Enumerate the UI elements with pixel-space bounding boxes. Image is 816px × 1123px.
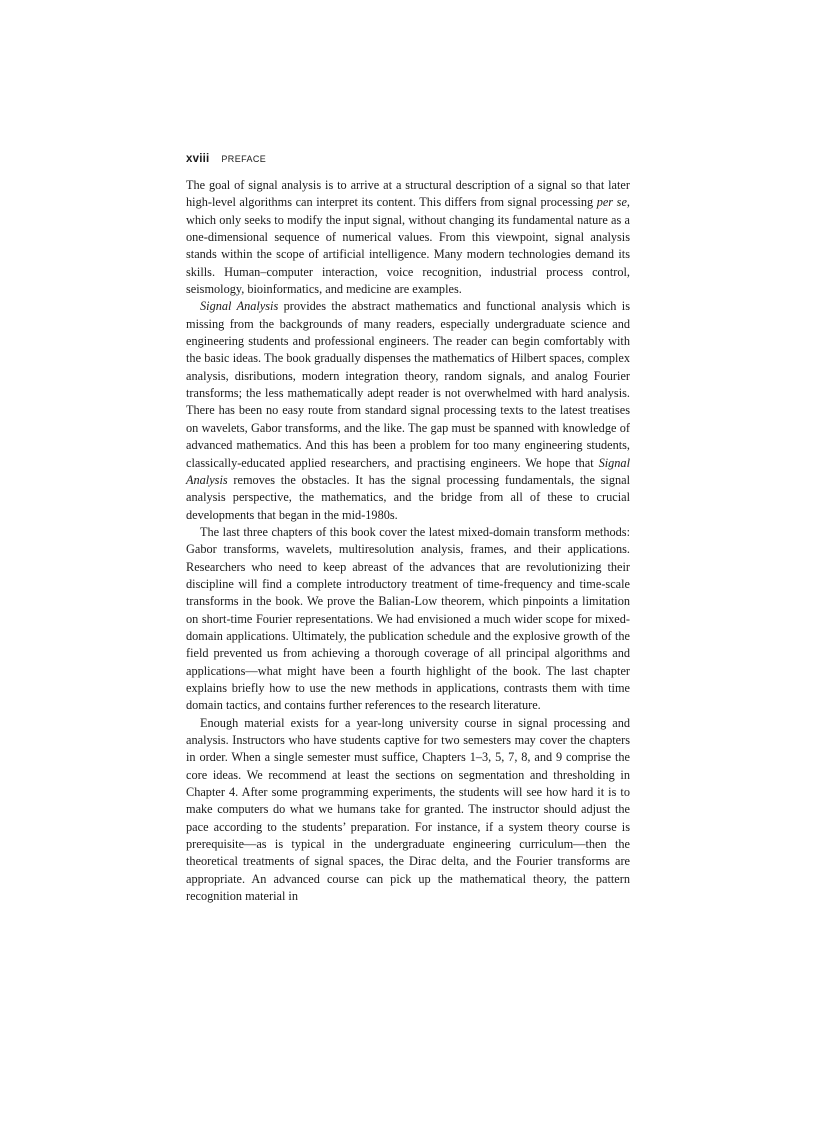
italic-text: per se [596, 195, 627, 210]
page-number: xviii [186, 153, 210, 165]
paragraph-2 [186, 298, 630, 523]
running-head [186, 149, 630, 163]
paragraph-1 [186, 177, 630, 298]
text-run: provides the abstract mathematics and functional analysis which is missing from the backgrounds of many readers, especially undergraduate science and engineering students and professional engineers. The reader can begin comfortably with the basic ideas. The book gradually dispenses the mathematics of Hilbert spaces, complex analysis, disributions, modern integration theory, random signals, and analog Fourier transforms; the less mathematically adept reader is not overwhelmed with hard analysis. There has been no easy route from standard signal processing texts to the latest treatises on wavelets, Gabor transforms, and the like. The gap must be spanned with knowledge of advanced mathematics. And this has been a problem for too many engineering students, classically-educated applied researchers, and practising engineers. We hope that [186, 299, 630, 470]
text-run: removes the obstacles. It has the signal processing fundamentals, the signal analysis perspective, the mathematics, and the bridge from all of these to crucial developments that began in the mid-1980s. [186, 472, 630, 522]
paragraph-4 [186, 715, 630, 906]
paragraph-3 [186, 524, 630, 715]
text-run: , which only seeks to modify the input signal, without changing its fundamental nature as a one-dimensional sequence of numerical values. From this viewpoint, signal analysis stands within the scope of artificial intelligence. Many modern technologies demand its skills. Human–computer interaction, voice recognition, industrial process control, seismology, bioinformatics, and medicine are examples. [186, 195, 630, 297]
book-title-italic: Signal Analysis [186, 455, 630, 487]
book-title-italic: Signal Analysis [200, 299, 279, 314]
preface-body [186, 177, 630, 905]
text-run: Enough material exists for a year-long university course in signal processing and analysis. Instructors who have students captive for two semesters may cover the chapters in order. When a single semester must suffice, Chapters 1–3, 5, 7, 8, and 9 comprise the core ideas. We recommend at least the sections on segmentation and thresholding in Chapter 4. After some programming experiments, the students will see how hard it is to make computers do what we humans take for granted. The instructor should adjust the pace according to the students’ preparation. For instance, if a system theory course is prerequisite—as is typical in the undergraduate engineering curriculum—then the theoretical treatments of signal spaces, the Dirac delta, and the Fourier transforms are appropriate. An advanced course can pick up the mathematical theory, the pattern recognition material in [186, 715, 630, 904]
text-run: The goal of signal analysis is to arrive at a structural description of a signal so that later high-level algorithms can interpret its content. This differs from signal processing [186, 178, 630, 210]
text-run: The last three chapters of this book cover the latest mixed-domain transform methods: Gabor transforms, wavelets, multiresolution analysis, frames, and their applications. Researchers who need to keep abreast of the advances that are revolutionizing their discipline will find a complete introductory treatment of time-frequency and time-scale transforms in the book. We prove the Balian-Low theorem, which pinpoints a limitation on short-time Fourier representations. We had envisioned a much wider scope for mixed-domain applications. Ultimately, the publication schedule and the explosive growth of the field prevented us from achieving a thorough coverage of all principal algorithms and applications—what might have been a fourth highlight of the book. The last chapter explains briefly how to use the new methods in applications, contrasts them with time domain tactics, and contains further references to the research literature. [186, 524, 630, 713]
running-head-title: PREFACE [221, 154, 267, 164]
